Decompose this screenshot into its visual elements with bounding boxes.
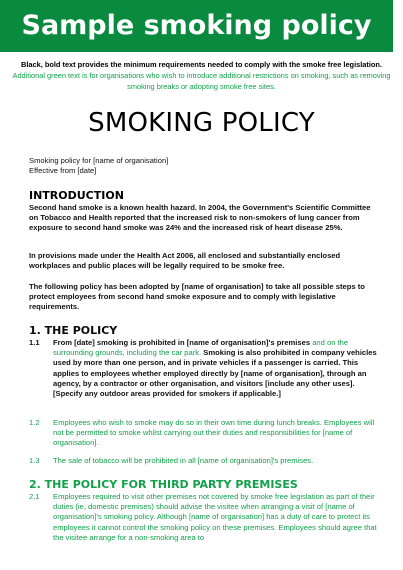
clause-text: Employees who wish to smoke may do so in their own time during lunch breaks. Employees will not be permitted to smoke whilst carrying out their duties and responsibilities for [name of organisation]. [53,418,375,448]
intro-bold-text: Black, bold text provides the minimum requirements needed to comply with the smoke free legislation. [21,60,382,69]
introduction-heading: INTRODUCTION [29,189,124,202]
clause-number: 1.3 [29,456,40,465]
clause-bold-2: Smoking is also prohibited in company vehicles used by more than one person, and in private vehicles if a passenger is carried. This applies to employees whether employed directly by [name of organisation], through an agency, by a contractor or other organisation, and visitors [include any other uses]. [Specify any outdoor areas provided for smokers if applicable.] [53,348,377,399]
clause-text: Employees required to visit other premises not covered by smoke free legislation as part of their duties (ie, domestic premises) should advise the visitee when arranging a visit of [name of organisation]'s smoking policy. Although [name of organisation] has a duty of care to protect its employees it cannot control the smoking policy on these premises. Employees should agree that the visitee arrange for a non-smoking area to [53,492,377,542]
effective-date-line: Effective from [date] [29,166,97,175]
intro-paragraph-3: The following policy has been adopted by [name of organisation] to take all possible steps to protect employees from second hand smoke exposure and to comply with legislative requirements. [29,282,365,312]
policy-for-line: Smoking policy for [name of organisation] [29,156,169,165]
clause-text: The sale of tobacco will be prohibited in all [name of organisation]'s premises. [53,456,314,465]
document-meta [29,156,168,176]
clause-green: and on the surrounding grounds, including the car park. [53,338,349,358]
clause-text [53,338,377,399]
section2-heading: 2. THE POLICY FOR THIRD PARTY PREMISES [29,478,298,491]
clause-number: 1.2 [29,418,40,427]
intro-paragraph-2: In provisions made under the Health Act 2006, all enclosed and substantially enclosed workplaces and public places will be legally required to be smoke free. [29,251,341,271]
clause-number: 1.1 [29,338,40,347]
clause-bold-1: From [date] smoking is prohibited in [name of organisation]'s premises [53,338,311,347]
intro-note [12,59,391,92]
section1-heading: 1. THE POLICY [29,324,118,337]
clause-number: 2.1 [29,492,40,501]
intro-paragraph-1: Second hand smoke is a known health hazard. In 2004, the Government's Scientific Committee on Tobacco and Health reported that the increased risk to non-smokers of lung cancer from exposure to second hand smoke was 24% and the increased risk of heart disease 25%. [29,203,371,233]
intro-green-text: Additional green text is for organisations who wish to introduce additional restrictions on smoking, such as removing smoking breaks or adopting smoke free sites. [12,71,391,91]
document-title: SMOKING POLICY [88,108,315,138]
banner-title: Sample smoking policy [0,0,393,52]
